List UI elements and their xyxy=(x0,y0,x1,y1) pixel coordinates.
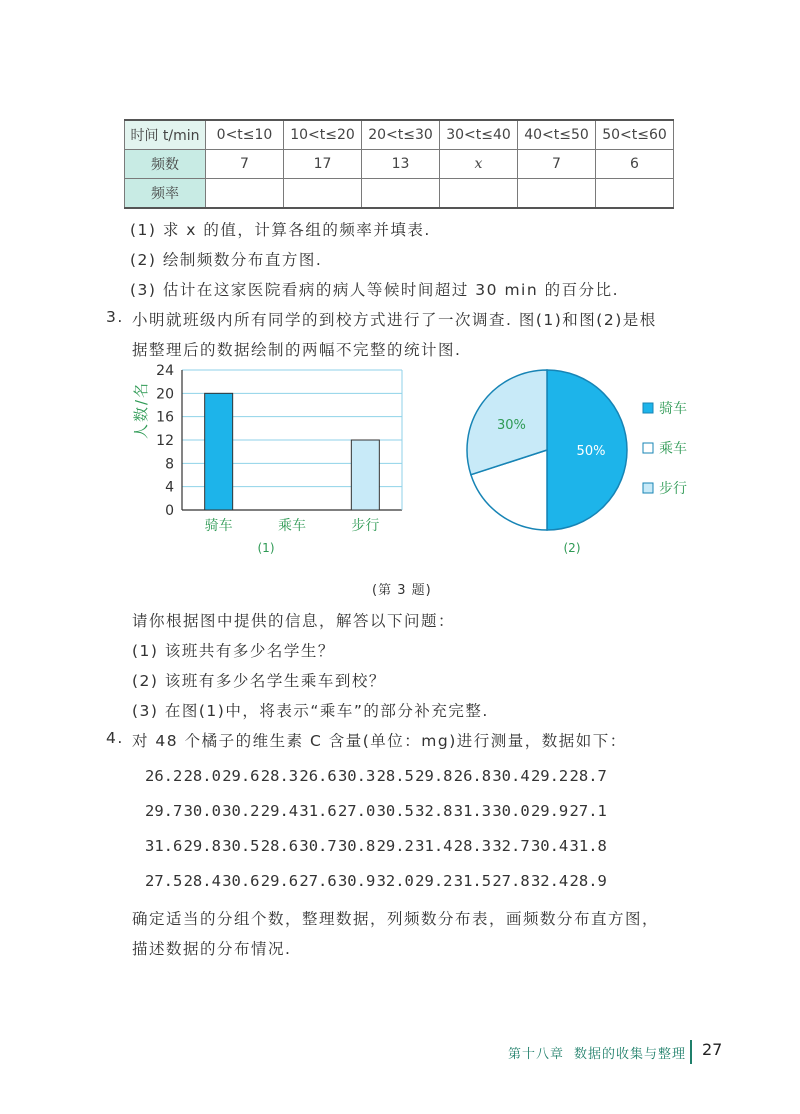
table-cell xyxy=(206,179,284,209)
data-value: 29.6 xyxy=(260,872,299,890)
q3-line-2: 据整理后的数据绘制的两幅不完整的统计图. xyxy=(132,341,462,359)
data-value: 29.2 xyxy=(530,767,569,785)
data-value: 26.6 xyxy=(299,767,337,785)
legend-swatch xyxy=(643,403,653,413)
bar-chart xyxy=(130,360,420,560)
data-value: 26.8 xyxy=(453,767,492,785)
table-cell: 17 xyxy=(284,150,362,179)
pie-chart xyxy=(455,360,725,560)
bar xyxy=(351,440,379,510)
q4-tail-2: 描述数据的分布情况. xyxy=(132,940,292,958)
table-cell xyxy=(284,179,362,209)
data-value: 30.3 xyxy=(337,767,376,785)
data-row xyxy=(145,767,608,785)
data-value: 30.8 xyxy=(337,837,376,855)
data-value: 28.3 xyxy=(260,767,299,785)
data-value: 30.5 xyxy=(222,837,260,855)
table-cell xyxy=(596,179,674,209)
data-value: 27.6 xyxy=(299,872,337,890)
data-value: 28.6 xyxy=(260,837,299,855)
table-cell: x xyxy=(440,150,518,179)
table-row xyxy=(125,179,674,209)
data-value: 31.6 xyxy=(145,837,183,855)
data-row xyxy=(145,872,608,890)
frequency-table xyxy=(124,119,674,209)
q3-item-2: (2) 该班有多少名学生乘车到校？ xyxy=(132,672,386,690)
data-value: 29.2 xyxy=(415,872,453,890)
data-value: 27.8 xyxy=(492,872,530,890)
row-header: 时间 t/min xyxy=(125,120,206,150)
data-value: 31.5 xyxy=(453,872,492,890)
y-tick-label: 16 xyxy=(156,409,174,426)
data-value: 30.9 xyxy=(337,872,376,890)
data-value: 29.4 xyxy=(260,802,299,820)
data-value: 28.4 xyxy=(183,872,221,890)
table-cell: 20<t≤30 xyxy=(362,120,440,150)
data-value: 32.0 xyxy=(376,872,414,890)
table-cell: 40<t≤50 xyxy=(518,120,596,150)
table-cell: 0<t≤10 xyxy=(206,120,284,150)
table-cell: 50<t≤60 xyxy=(596,120,674,150)
data-value: 27.0 xyxy=(337,802,376,820)
y-tick-label: 4 xyxy=(165,479,174,496)
table-cell xyxy=(362,179,440,209)
data-value: 30.2 xyxy=(222,802,260,820)
data-value: 30.4 xyxy=(492,767,530,785)
x-tick-label: 骑车 xyxy=(204,518,233,534)
legend-swatch xyxy=(643,443,653,453)
footer-title: 数据的收集与整理 xyxy=(574,1047,687,1062)
data-value: 28.5 xyxy=(376,767,414,785)
table-cell xyxy=(518,179,596,209)
q3-item-1: (1) 该班共有多少名学生？ xyxy=(132,642,335,660)
q3-line-1: 小明就班级内所有同学的到校方式进行了一次调查. 图(1)和图(2)是根 xyxy=(132,311,657,329)
footer-divider xyxy=(690,1040,692,1064)
chart-2-label: (2) xyxy=(563,541,581,555)
legend-swatch xyxy=(643,483,653,493)
y-tick-label: 12 xyxy=(156,433,174,449)
y-tick-label: 24 xyxy=(156,363,174,379)
table-cell: 10<t≤20 xyxy=(284,120,362,150)
data-value: 27.5 xyxy=(145,872,183,890)
data-value: 32.8 xyxy=(415,802,453,820)
data-row xyxy=(145,837,608,855)
data-value: 30.0 xyxy=(492,802,530,820)
data-value: 29.8 xyxy=(183,837,221,855)
data-value: 28.0 xyxy=(183,767,221,785)
q3-item-3: (3) 在图(1)中，将表示“乘车”的部分补充完整. xyxy=(132,702,489,720)
q4-number: 4. xyxy=(106,729,124,747)
data-value: 31.3 xyxy=(453,802,492,820)
data-value: 28.3 xyxy=(453,837,492,855)
table-row xyxy=(125,120,674,150)
data-value: 31.4 xyxy=(415,837,453,855)
legend-label: 乘车 xyxy=(659,441,687,457)
data-value: 32.4 xyxy=(530,872,569,890)
data-value: 28.7 xyxy=(569,767,607,785)
data-value: 27.1 xyxy=(569,802,607,820)
data-value: 31.8 xyxy=(569,837,607,855)
q4-tail-1: 确定适当的分组个数，整理数据，列频数分布表，画频数分布直方图， xyxy=(132,910,660,928)
y-axis-label: 人数/名 xyxy=(132,380,150,440)
data-value: 26.2 xyxy=(145,767,183,785)
q2-item-1: (1) 求 x 的值，计算各组的频率并填表. xyxy=(130,221,431,239)
x-tick-label: 乘车 xyxy=(278,518,306,534)
table-cell: 7 xyxy=(518,150,596,179)
data-value: 29.2 xyxy=(376,837,414,855)
table-cell: 7 xyxy=(206,150,284,179)
data-value: 29.6 xyxy=(222,767,260,785)
data-value: 29.8 xyxy=(415,767,453,785)
q3-intro: 请你根据图中提供的信息，解答以下问题： xyxy=(132,612,456,630)
table-row xyxy=(125,150,674,179)
data-value: 30.5 xyxy=(376,802,414,820)
bar xyxy=(205,393,233,510)
y-tick-label: 0 xyxy=(165,503,174,519)
legend-label: 骑车 xyxy=(659,401,687,417)
footer-chapter: 第十八章 xyxy=(508,1047,565,1062)
y-tick-label: 8 xyxy=(165,456,174,473)
page-number: 27 xyxy=(702,1040,723,1059)
table-cell: 6 xyxy=(596,150,674,179)
table-cell: 30<t≤40 xyxy=(440,120,518,150)
data-value: 29.7 xyxy=(145,802,183,820)
q2-item-2: (2) 绘制频数分布直方图. xyxy=(130,251,323,269)
y-tick-label: 20 xyxy=(156,386,174,403)
q3-number: 3. xyxy=(106,308,124,326)
data-value: 29.9 xyxy=(530,802,569,820)
figure-caption: (第 3 题) xyxy=(372,583,432,598)
q2-item-3: (3) 估计在这家医院看病的病人等候时间超过 30 min 的百分比. xyxy=(130,281,620,299)
slice-label: 30% xyxy=(496,418,526,434)
table-cell xyxy=(440,179,518,209)
row-header: 频率 xyxy=(125,179,206,209)
data-value: 30.0 xyxy=(183,802,221,820)
slice-label: 50% xyxy=(576,444,606,459)
data-value: 28.9 xyxy=(569,872,607,890)
data-value: 30.6 xyxy=(222,872,260,890)
legend-label: 步行 xyxy=(659,481,687,497)
data-value: 30.4 xyxy=(530,837,569,855)
x-tick-label: 步行 xyxy=(351,518,380,534)
data-value: 30.7 xyxy=(299,837,337,855)
table-cell: 13 xyxy=(362,150,440,179)
data-value: 31.6 xyxy=(299,802,337,820)
row-header: 频数 xyxy=(125,150,206,179)
q4-line: 对 48 个橘子的维生素 C 含量(单位：mg)进行测量，数据如下： xyxy=(132,732,627,750)
data-value: 32.7 xyxy=(492,837,530,855)
chart-1-label: (1) xyxy=(257,541,275,555)
data-row xyxy=(145,802,608,820)
